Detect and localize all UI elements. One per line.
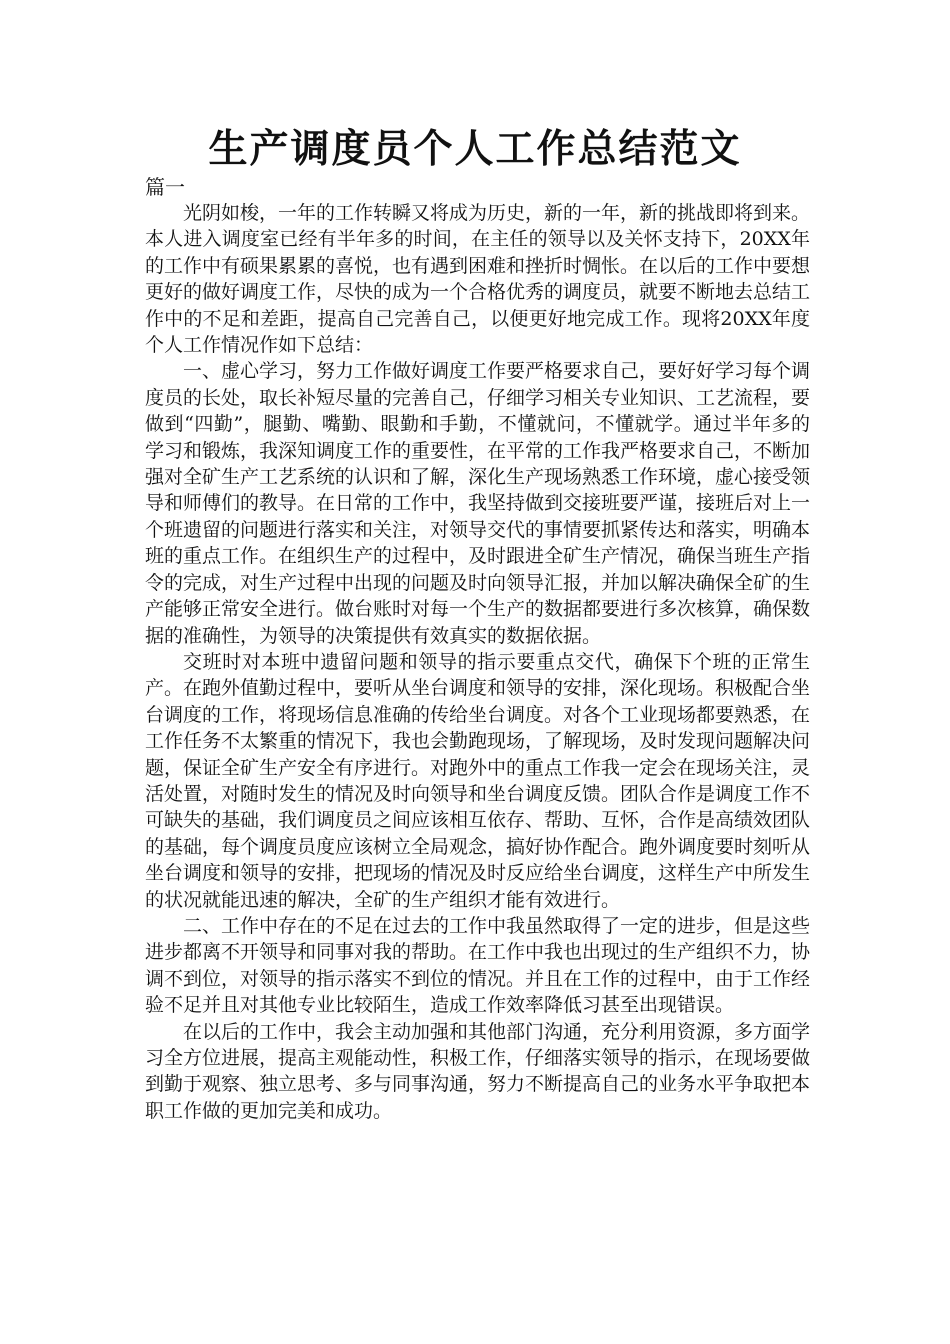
paragraph: 交班时对本班中遗留问题和领导的指示要重点交代，确保下个班的正常生产。在跑外值勤过程中，要听从坐台调度和领导的安排，深化现场。积极配合坐台调度的工作，将现场信息准确的传给坐台调度。对各个工业现场都要熟悉，在工作任务不太繁重的情况下，我也会勤跑现场，了解现场，及时发现问题解决问题，保证全矿生产安全有序进行。对跑外中的重点工作我一定会在现场关注，灵活处置，对随时发生的情况及时向领导和坐台调度反馈。团队合作是调度工作不可缺失的基础，我们调度员之间应该相互依存、帮助、互怀，合作是高绩效团队的基础，每个调度员度应该树立全局观念，搞好协作配合。跑外调度要时刻听从坐台调度和领导的安排，把现场的情况及时反应给坐台调度，这样生产中所发生的状况就能迅速的解决，全矿的生产组织才能有效进行。 — [145, 650, 811, 911]
paragraph: 二、工作中存在的不足在过去的工作中我虽然取得了一定的进步，但是这些进步都离不开领导和同事对我的帮助。在工作中我也出现过的生产组织不力，协调不到位，对领导的指示落实不到位的情况。并且在工作的过程中，由于工作经验不足并且对其他专业比较陌生，造成工作效率降低习甚至出现错误。 — [145, 914, 811, 1017]
document-body — [145, 200, 810, 1124]
section-label: 篇一 — [145, 175, 185, 199]
document-title: 生产调度员个人工作总结范文 — [208, 127, 742, 172]
paragraph: 在以后的工作中，我会主动加强和其他部门沟通，充分利用资源，多方面学习全方位进展，提高主观能动性，积极工作，仔细落实领导的指示，在现场要做到勤于观察、独立思考、多与同事沟通，努力不断提高自己的业务水平争取把本职工作做的更加完美和成功。 — [145, 1020, 811, 1122]
paragraph: 一、虚心学习，努力工作做好调度工作要严格要求自己，要好好学习每个调度员的长处，取长补短尽量的完善自己，仔细学习相关专业知识、工艺流程，要做到“四勤”，腿勤、嘴勤、眼勤和手勤，不懂就问，不懂就学。通过半年多的学习和锻炼，我深知调度工作的重要性，在平常的工作我严格要求自己，不断加强对全矿生产工艺系统的认识和了解，深化生产现场熟悉工作环境，虚心接受领导和师傅们的教导。在日常的工作中，我坚持做到交接班要严谨，接班后对上一个班遗留的问题进行落实和关注，对领导交代的事情要抓紧传达和落实，明确本班的重点工作。在组织生产的过程中，及时跟进全矿生产情况，确保当班生产指令的完成，对生产过程中出现的问题及时向领导汇报，并加以解决确保全矿的生产能够正常安全进行。做台账时对每一个生产的数据都要进行多次核算，确保数据的准确性，为领导的决策提供有效真实的数据依据。 — [145, 360, 811, 647]
paragraph: 光阴如梭，一年的工作转瞬又将成为历史，新的一年，新的挑战即将到来。本人进入调度室已经有半年多的时间，在主任的领导以及关怀支持下，20XX年的工作中有硕果累累的喜悦，也有遇到困难和挫折时惆怅。在以后的工作中要想更好的做好调度工作，尽快的成为一个合格优秀的调度员，就要不断地去总结工作中的不足和差距，提高自己完善自己，以便更好地完成工作。现将20XX年度个人工作情况作如下总结： — [145, 202, 811, 357]
